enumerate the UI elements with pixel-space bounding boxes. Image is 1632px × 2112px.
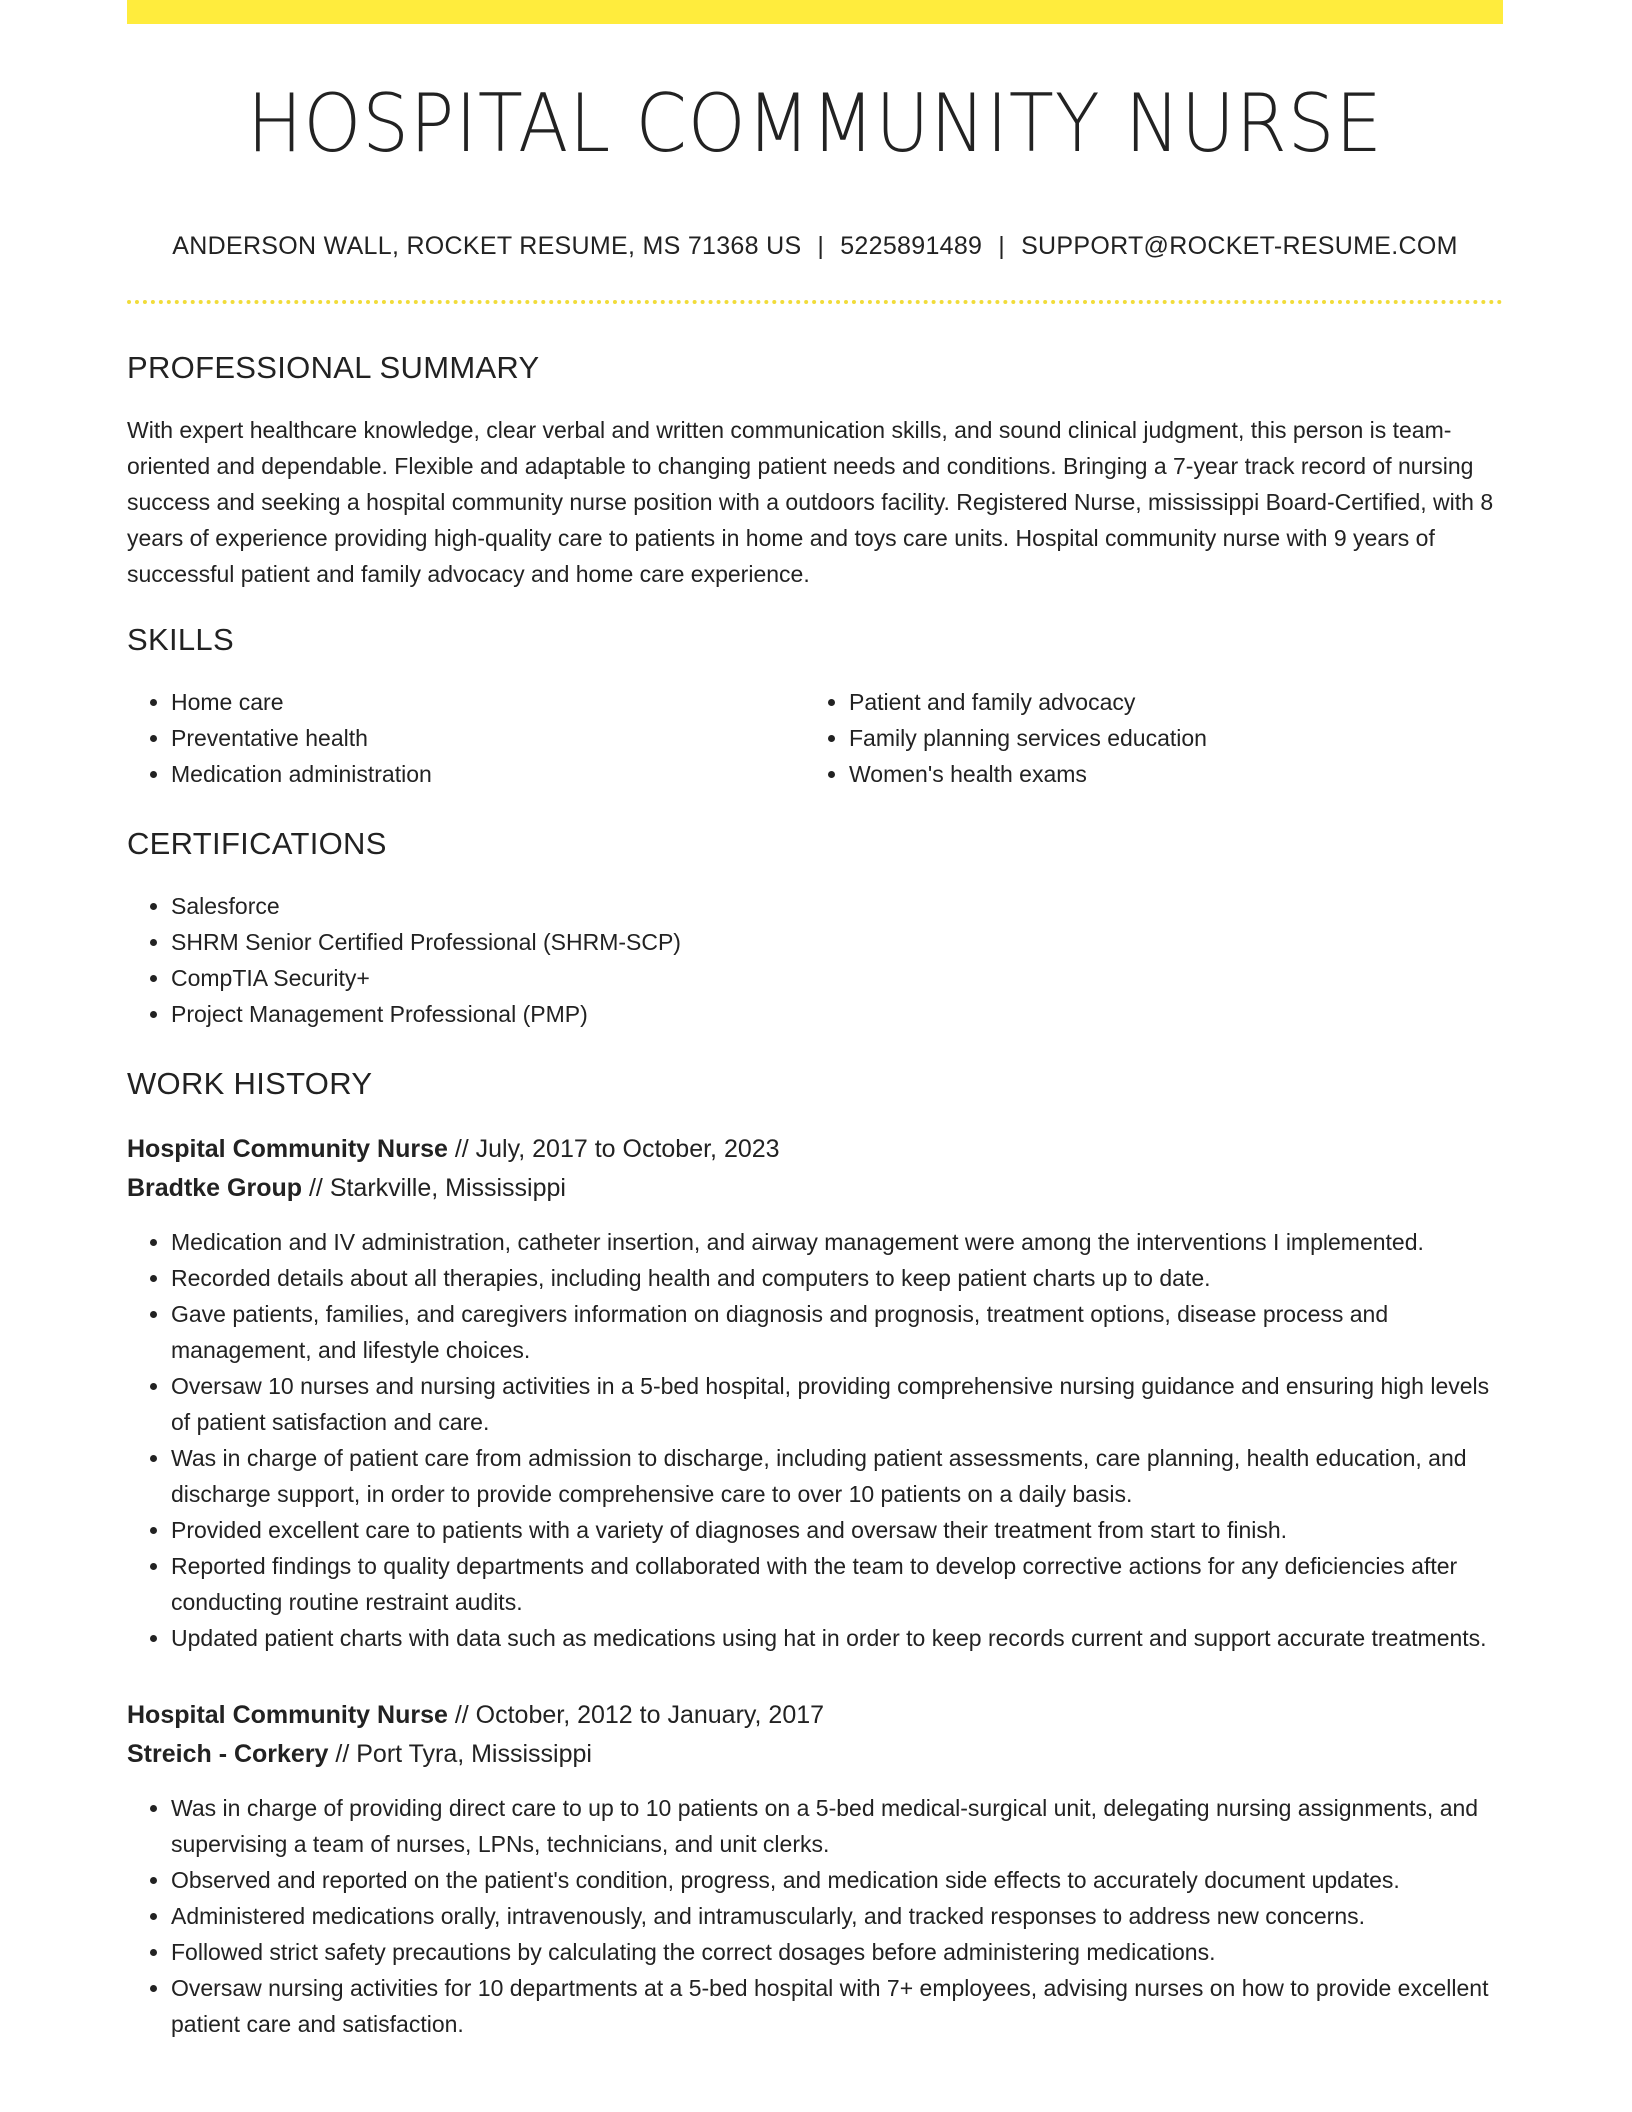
- summary-text: With expert healthcare knowledge, clear verbal and written communication skills, and sound clinical judgment, this person is team-oriented and dependable. Flexible and adaptable to changing patient needs and conditions. Bringing a 7-year track record of nursing success and seeking a hospital community nurse position with a outdoors facility. Registered Nurse, mississippi Board-Certified, with 8 years of experience providing high-quality care to patients in home and toys care units. Hospital community nurse with 9 years of successful patient and family advocacy and home care experience.: [127, 417, 1494, 587]
- job-bullet: • Gave patients, families, and caregivers information on diagnosis and prognosis, treatment options, disease process and management, and lifestyle choices.: [171, 1296, 1503, 1368]
- job-title-line: [127, 1130, 1503, 1169]
- skill-item: • Women's health exams: [849, 756, 1483, 792]
- certification-item: • Salesforce: [171, 888, 1503, 924]
- certifications-section: [127, 826, 1503, 1032]
- summary-section: [127, 350, 1503, 592]
- work-history-section: [127, 1066, 1503, 2042]
- skill-item: • Medication administration: [171, 756, 805, 792]
- resume-page: [127, 0, 1503, 2042]
- contact-address: ANDERSON WALL, ROCKET RESUME, MS 71368 US: [172, 232, 802, 260]
- job-dates: // July, 2017 to October, 2023: [447, 1135, 780, 1163]
- contact-email: SUPPORT@ROCKET-RESUME.COM: [1021, 232, 1458, 260]
- section-heading-certifications: CERTIFICATIONS: [127, 826, 387, 861]
- job-company: Bradtke Group: [127, 1174, 303, 1202]
- job-bullet: • Provided excellent care to patients with a variety of diagnoses and oversaw their treatment from start to finish.: [171, 1512, 1503, 1548]
- skills-column-left: [127, 684, 805, 792]
- section-heading-summary: PROFESSIONAL SUMMARY: [127, 350, 540, 385]
- section-heading-work-history: WORK HISTORY: [127, 1066, 373, 1101]
- job-bullet: • Oversaw 10 nurses and nursing activities in a 5-bed hospital, providing comprehensive nursing guidance and ensuring high levels of patient satisfaction and care.: [171, 1368, 1503, 1440]
- job-company: Streich - Corkery: [127, 1740, 329, 1768]
- job-bullet: • Observed and reported on the patient's condition, progress, and medication side effects to accurately document updates.: [171, 1862, 1503, 1898]
- contact-line: [127, 232, 1503, 261]
- job-company-line: [127, 1735, 1503, 1774]
- job-bullet: • Followed strict safety precautions by calculating the correct dosages before administering medications.: [171, 1934, 1503, 1970]
- job-bullet: • Was in charge of providing direct care to up to 10 patients on a 5-bed medical-surgical unit, delegating nursing assignments, and supervising a team of nurses, LPNs, technicians, and unit clerks.: [171, 1790, 1503, 1862]
- job-location: // Starkville, Mississippi: [302, 1174, 566, 1202]
- contact-separator: |: [998, 232, 1006, 260]
- certification-item: • Project Management Professional (PMP): [171, 996, 1503, 1032]
- contact-phone: 5225891489: [840, 232, 983, 260]
- job-bullet: • Reported findings to quality departments and collaborated with the team to develop corrective actions for any deficiencies after conducting routine restraint audits.: [171, 1548, 1503, 1620]
- skills-column-right: [805, 684, 1483, 792]
- contact-separator: |: [817, 232, 825, 260]
- top-accent-bar: [127, 0, 1503, 24]
- job-title: Hospital Community Nurse: [127, 1701, 448, 1729]
- job-bullet: • Updated patient charts with data such as medications using hat in order to keep records current and support accurate treatments.: [171, 1620, 1503, 1656]
- section-heading-skills: SKILLS: [127, 622, 234, 657]
- skills-grid: [127, 684, 1503, 792]
- skills-section: [127, 622, 1503, 792]
- job-title: Hospital Community Nurse: [127, 1135, 448, 1163]
- job-company-line: [127, 1169, 1503, 1208]
- job-entry: [127, 1696, 1503, 2042]
- job-title-line: [127, 1696, 1503, 1735]
- job-bullet: • Oversaw nursing activities for 10 departments at a 5-bed hospital with 7+ employees, advising nurses on how to provide excellent patient care and satisfaction.: [171, 1970, 1503, 2042]
- certification-list: [127, 888, 1503, 1032]
- skill-item: • Patient and family advocacy: [849, 684, 1483, 720]
- job-bullet: • Administered medications orally, intravenously, and intramuscularly, and tracked responses to address new concerns.: [171, 1898, 1503, 1934]
- skill-item: • Home care: [171, 684, 805, 720]
- job-entry: [127, 1130, 1503, 1656]
- certification-item: • SHRM Senior Certified Professional (SHRM-SCP): [171, 924, 1503, 960]
- job-location: // Port Tyra, Mississippi: [328, 1740, 592, 1768]
- job-dates: // October, 2012 to January, 2017: [447, 1701, 825, 1729]
- job-bullet-list: [127, 1224, 1503, 1656]
- job-bullet: • Recorded details about all therapies, including health and computers to keep patient charts up to date.: [171, 1260, 1503, 1296]
- resume-title: HOSPITAL COMMUNITY NURSE: [247, 77, 1383, 170]
- skill-item: • Family planning services education: [849, 720, 1483, 756]
- job-bullet-list: [127, 1790, 1503, 2042]
- job-bullet: • Was in charge of patient care from admission to discharge, including patient assessments, care planning, health education, and discharge support, in order to provide comprehensive care to over 10 patients on a daily basis.: [171, 1440, 1503, 1512]
- skill-item: • Preventative health: [171, 720, 805, 756]
- header-divider: [127, 300, 1503, 304]
- certification-item: • CompTIA Security+: [171, 960, 1503, 996]
- job-bullet: • Medication and IV administration, catheter insertion, and airway management were among the interventions I implemented.: [171, 1224, 1503, 1260]
